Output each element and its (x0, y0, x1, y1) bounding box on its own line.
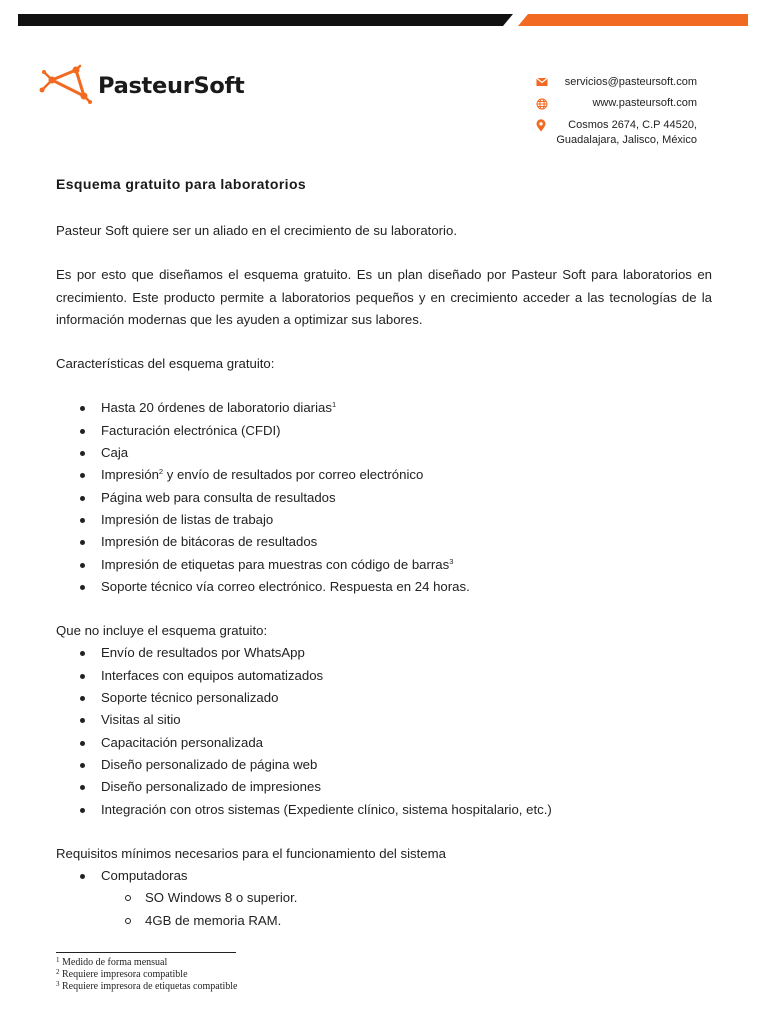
list-item: Soporte técnico vía correo electrónico. Respuesta en 24 horas. (56, 576, 712, 598)
address-line-1: Cosmos 2674, C.P 44520, (568, 119, 697, 131)
list-item: Envío de resultados por WhatsApp (56, 642, 712, 664)
list-item: Integración con otros sistemas (Expediente clínico, sistema hospitalario, etc.) (56, 799, 712, 821)
requirements-heading: Requisitos mínimos necesarios para el funcionamiento del sistema (56, 845, 446, 861)
footnote-separator (56, 952, 236, 953)
list-item: Interfaces con equipos automatizados (56, 665, 712, 687)
globe-icon (536, 98, 548, 110)
list-item: Hasta 20 órdenes de laboratorio diarias$^1$ (56, 397, 712, 419)
list-item: Impresión de listas de trabajo (56, 509, 712, 531)
list-item: Computadoras (56, 865, 712, 887)
sub-list-item: 4GB de memoria RAM. (56, 910, 712, 932)
contact-email (536, 76, 697, 88)
document-title: Esquema gratuito para laboratorios (56, 176, 307, 192)
logo-text: PasteurSoft (98, 73, 245, 99)
footnote: $^2$ Requiere impresora compatible (56, 968, 188, 980)
excluded-heading: Que no incluye el esquema gratuito: (56, 623, 268, 639)
list-item: Impresión de etiquetas para muestras con código de barras$^3$ (56, 554, 712, 576)
email-text[interactable]: servicios@pasteursoft.com (564, 76, 697, 88)
list-item: Capacitación personalizada (56, 732, 712, 754)
list-item: Facturación electrónica (CFDI) (56, 420, 712, 442)
footnotes (56, 957, 238, 993)
contact-website (536, 97, 697, 109)
document-body (56, 220, 712, 932)
header-bar-orange (518, 14, 748, 26)
list-item: Diseño personalizado de página web (56, 754, 712, 776)
contact-address (536, 118, 697, 148)
logo (38, 64, 245, 108)
location-pin-icon (536, 119, 546, 132)
requirements-sublist (56, 887, 712, 932)
intro-paragraph: Pasteur Soft quiere ser un aliado en el crecimiento de su laboratorio. (56, 223, 457, 238)
requirements-list (56, 865, 712, 887)
list-item: Diseño personalizado de impresiones (56, 776, 712, 798)
contact-block (536, 76, 697, 148)
features-list (56, 397, 712, 598)
footnote: $^3$ Requiere impresora de etiquetas compatible (56, 980, 238, 992)
list-item: Soporte técnico personalizado (56, 687, 712, 709)
list-item: Página web para consulta de resultados (56, 487, 712, 509)
features-heading: Características del esquema gratuito: (56, 356, 275, 372)
footnote: $^1$ Medido de forma mensual (56, 956, 168, 968)
sub-list-item: SO Windows 8 o superior. (56, 887, 712, 909)
list-item: Caja (56, 442, 712, 464)
envelope-icon (536, 77, 548, 87)
website-text[interactable]: www.pasteursoft.com (592, 97, 697, 109)
excluded-list (56, 642, 712, 820)
list-item: Visitas al sitio (56, 709, 712, 731)
body-paragraph: Es por esto que diseñamos el esquema gratuito. Es un plan diseñado por Pasteur Soft para laboratorios en crecimiento. Este producto permite a laboratorios pequeños y en crecimiento acceder a las tecnologías de la información modernas que les ayuden a optimizar sus labores. (56, 267, 712, 327)
logo-mark-icon (38, 64, 94, 108)
list-item: Impresión$^2$ y envío de resultados por correo electrónico (56, 464, 712, 486)
address-line-2: Guadalajara, Jalisco, México (556, 134, 697, 146)
header-bar-black (18, 14, 513, 26)
list-item: Impresión de bitácoras de resultados (56, 531, 712, 553)
